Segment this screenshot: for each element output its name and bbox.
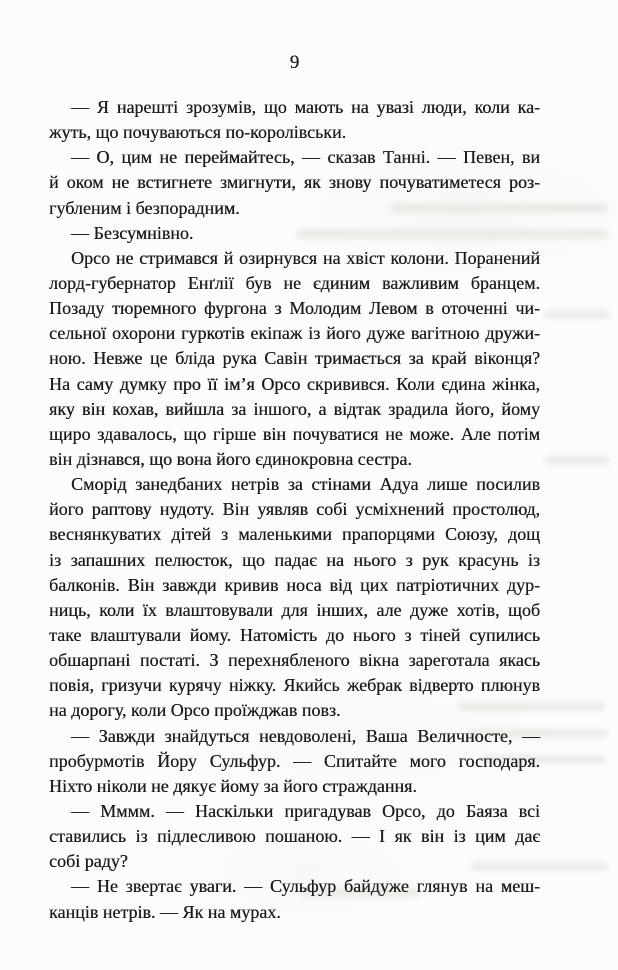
- text-line: жуть, що почуваються по-королівськи.: [49, 122, 347, 143]
- text-line: ставились із підлесливою пошаною. — І як він із цим дає: [49, 826, 540, 847]
- text-line: із запашних пелюсток, що падає на нього з рук красунь із: [49, 549, 540, 570]
- scan-artifact: [545, 456, 610, 465]
- text-line: він дізнався, що вона його єдинокровна сестра.: [49, 448, 412, 469]
- text-line: Ніхто ніколи не дякує йому за його страждання.: [49, 775, 417, 796]
- text-line: обшарпані постаті. З перехнябленого вікна зареготала якась: [49, 650, 540, 671]
- text-line: лорд-губернатор Енґлії був не єдиним важливим бранцем.: [49, 272, 540, 293]
- text-line: яку він кохав, вийшла за іншого, а відтак зрадила його, йому: [49, 398, 540, 419]
- text-line: веснянкуватих дітей з маленькими прапорцями Союзу, дощ: [49, 524, 540, 545]
- text-line: Сморід занедбаних нетрів за стінами Адуа лише посилив: [71, 474, 540, 495]
- text-line: балконів. Він завжди кривив носа від цих патріотичних дур-: [49, 574, 540, 595]
- page-number: 9: [289, 52, 300, 73]
- scan-artifact: [544, 310, 610, 319]
- text-line: собі раду?: [49, 851, 128, 872]
- text-line: щиро здавалось, що гірше він почуватися не може. Але потім: [49, 423, 540, 444]
- text-line: пробурмотів Йору Сульфур. — Спитайте мого господаря.: [49, 750, 540, 771]
- text-line: сельної охорони гуркотів екіпаж із його дуже вагітною дружи-: [49, 323, 540, 344]
- text-line: губленим і безпорадним.: [49, 197, 240, 218]
- text-line: — О, цим не переймайтесь, — сказав Танні. — Певен, ви: [71, 147, 540, 168]
- text-line: — Я нарешті зрозумів, що мають на увазі люди, коли ка-: [71, 97, 540, 117]
- text-line: — Не звертає уваги. — Сульфур байдуже глянув на меш-: [71, 876, 540, 897]
- text-line: повія, гризучи курячу ніжку. Якийсь жебрак відверто плюнув: [49, 675, 540, 696]
- text-line: Орсо не стримався й озирнувся на хвіст колони. Поранений: [71, 247, 540, 268]
- text-line: ною. Невже це бліда рука Савін тримається за край віконця?: [49, 348, 540, 369]
- text-line: його раптову нудоту. Він уявляв собі усміхнений простолюд,: [49, 499, 540, 520]
- text-line: ниць, коли їх влаштовували для інших, але дуже хотів, щоб: [49, 599, 540, 620]
- text-line: — Безсумнівно.: [71, 222, 194, 243]
- text-line: й оком не встигнете змигнути, як знову почуватиметеся роз-: [49, 172, 540, 193]
- text-line: Позаду тюремного фургона з Молодим Левом в оточенні чи-: [49, 298, 540, 319]
- text-line: канців нетрів. — Як на мурах.: [49, 901, 281, 922]
- text-line: таке влаштували йому. Натомість до нього з тіней супились: [49, 624, 540, 645]
- text-line: на дорогу, коли Орсо проїжджав повз.: [49, 700, 341, 721]
- text-line: — Завжди знайдуться невдоволені, Ваша Величносте, —: [71, 725, 540, 746]
- page-text: [49, 95, 540, 925]
- text-line: — Мммм. — Наскільки пригадував Орсо, до Баяза всі: [71, 800, 540, 821]
- text-line: На саму думку про її ім’я Орсо скривився. Коли єдина жінка,: [49, 373, 540, 394]
